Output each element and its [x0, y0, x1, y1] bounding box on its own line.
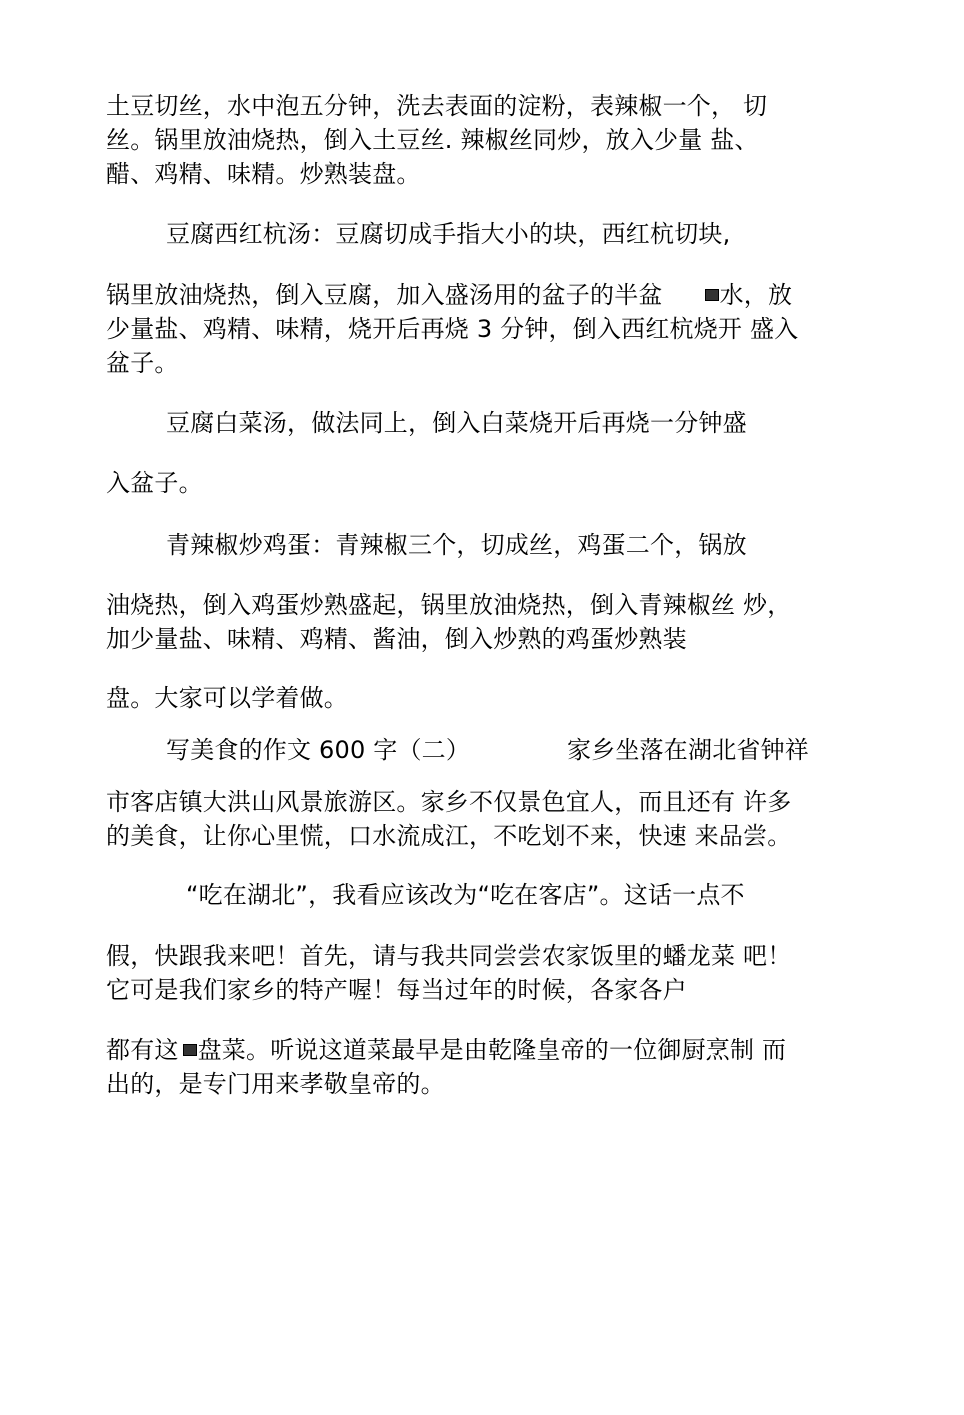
paragraph-3-line-2: 入盆子。 — [106, 469, 203, 497]
section-heading: 写美食的作文 600 字（二） — [166, 736, 471, 764]
paragraph-4-line-3: 加少量盐、味精、鸡精、酱油，倒入炒熟的鸡蛋炒熟装 — [106, 625, 687, 653]
paragraph-4-line-2: 油烧热，倒入鸡蛋炒熟盛起，锅里放油烧热，倒入青辣椒丝 炒， — [106, 591, 792, 619]
paragraph-2-line-2-text: 锅里放油烧热，倒入豆腐，加入盛汤用的盆子的半盆 — [106, 281, 663, 309]
paragraph-2-line-1: 豆腐西红杭汤：豆腐切成手指大小的块，西红杭切块, — [166, 220, 731, 248]
paragraph-6-line-1: “吃在湖北”，我看应该改为“吃在客店”。这话一点不 — [186, 881, 745, 909]
garbled-glyph-icon — [705, 289, 719, 301]
paragraph-6-line-4-head: 都有这 — [106, 1036, 179, 1064]
paragraph-1-line-3: 醋、鸡精、味精。炒熟装盘。 — [106, 160, 421, 188]
paragraph-5-line-2: 的美食，让你心里慌，口水流成江，不吃划不来，快速 来品尝。 — [106, 822, 792, 850]
paragraph-6-line-3: 它可是我们家乡的特产喔！每当过年的时候，各家各户 — [106, 976, 687, 1004]
paragraph-2-line-2-tail: 水，放 — [719, 281, 793, 309]
garbled-glyph-icon — [183, 1044, 197, 1056]
paragraph-6-line-2: 假，快跟我来吧！首先，请与我共同尝尝农家饭里的蟠龙菜 吧！ — [106, 942, 792, 970]
paragraph-6-line-4 — [106, 1034, 786, 1066]
paragraph-4-line-4: 盘。大家可以学着做。 — [106, 684, 348, 712]
paragraph-1-line-2: 丝。锅里放油烧热，倒入土豆丝. 辣椒丝同炒，放入少量 盐、 — [106, 126, 759, 154]
paragraph-3-line-1: 豆腐白菜汤，做法同上，倒入白菜烧开后再烧一分钟盛 — [166, 409, 747, 437]
paragraph-6-line-5: 出的，是专门用来孝敬皇帝的。 — [106, 1070, 445, 1098]
section-heading-continuation: 家乡坐落在湖北省钟祥 — [567, 736, 809, 764]
paragraph-4-line-1: 青辣椒炒鸡蛋：青辣椒三个，切成丝，鸡蛋二个，锅放 — [166, 531, 747, 559]
paragraph-2-line-4: 盆子。 — [106, 349, 179, 377]
paragraph-5-line-1: 市客店镇大洪山风景旅游区。家乡不仅景色宜人，而且还有 许多 — [106, 788, 792, 816]
paragraph-2-line-2 — [106, 279, 792, 311]
paragraph-6-line-4-text: 盘菜。听说这道菜最早是由乾隆皇帝的一位御厨烹制 而 — [197, 1036, 787, 1064]
paragraph-1-line-1: 土豆切丝，水中泡五分钟，洗去表面的淀粉，表辣椒一个， 切 — [106, 92, 768, 120]
paragraph-2-line-3: 少量盐、鸡精、味精，烧开后再烧 3 分钟，倒入西红杭烧开 盛入 — [106, 315, 799, 343]
